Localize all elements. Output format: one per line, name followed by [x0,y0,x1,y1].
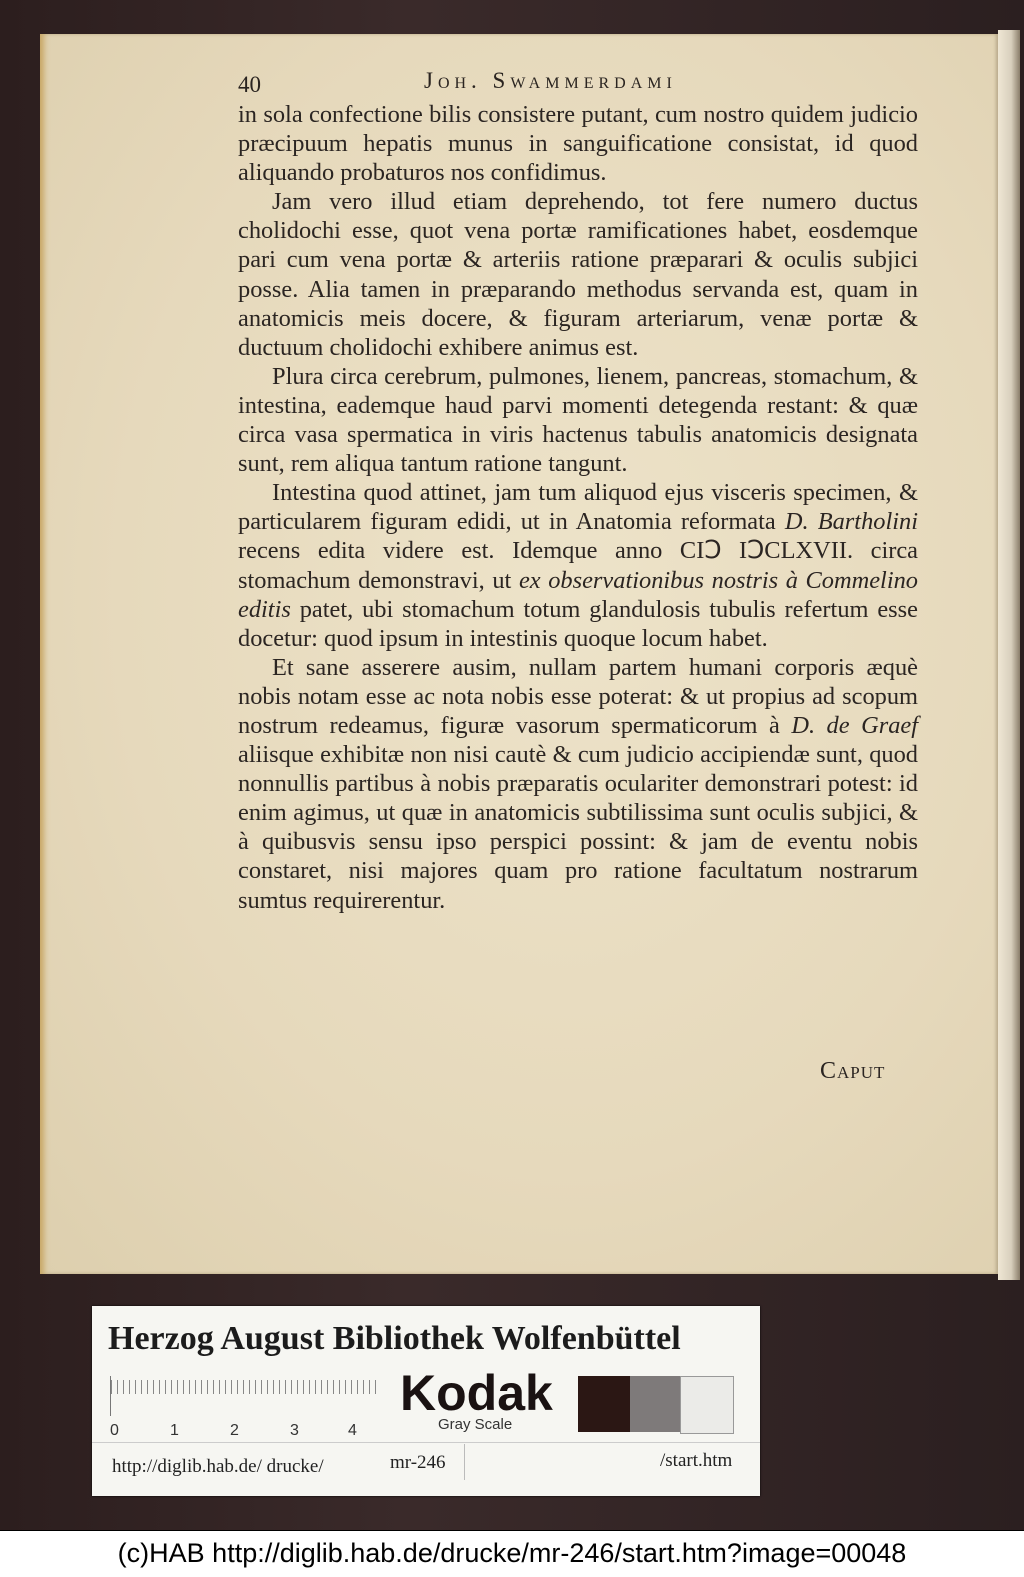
body-text [238,100,918,915]
library-card [92,1306,760,1496]
divider [464,1444,465,1480]
ruler [110,1376,377,1416]
ruler-label: 0 [110,1422,119,1439]
text-run: Intestina quod attinet, jam tum aliquod ejus visceris specimen, & particularem figuram edidi, ut in Anatomia reformata [238,479,918,536]
caption-bar [0,1530,1024,1577]
paragraph [238,187,918,362]
page-number: 40 [238,72,261,97]
url-part-1: http://diglib.hab.de/ drucke/ [112,1456,324,1477]
italic-text: D. de Graef [791,711,918,739]
text-run: recens edita videre est. Idemque anno CIↃ IↃCLXVII. circa stomachum demonstravi, ut [238,537,918,594]
ruler-label: 2 [230,1422,239,1439]
text-run: in sola confectione bilis consistere putant, cum nostro quidem judicio præcipuum hepatis munus in sanguificatione consistat, id quod aliquando probaturos nos confidimus. [238,101,918,187]
page-edge [998,30,1020,1280]
paragraph [238,362,918,478]
ruler-label: 4 [348,1422,357,1439]
ruler-label: 3 [290,1422,299,1439]
catchword: Caput [820,1058,886,1084]
text-run: Et sane asserere ausim, nullam partem humani corporis æquè nobis notam esse ac nota nobis esse poterat: & ut propius ad scopum nostrum redeamus, figuræ vasorum spermaticorum à [238,653,918,739]
paragraph [238,653,918,915]
gray-swatch-mid [630,1376,682,1432]
running-title: Joh. Swammerdami [424,68,677,93]
url-part-3: /start.htm [660,1450,733,1471]
caption-text: (c)HAB http://diglib.hab.de/drucke/mr-246/start.htm?image=00048 [117,1538,907,1568]
url-part-2: mr-246 [390,1452,446,1473]
gray-scale-label: Gray Scale [438,1416,513,1433]
text-run: Plura circa cerebrum, pulmones, lienem, pancreas, stomachum, & intestina, eademque haud parvi momenti detegenda restant: & quæ circa vasa spermatica in viris hactenus tabulis anatomicis designata sunt, rem aliqua tantum ratione tangunt. [238,362,918,478]
italic-text: ex observationibus nostris à Commelino editis [238,566,918,623]
italic-text: D. Bartholini [784,508,918,536]
library-name: Herzog August Bibliothek Wolfenbüttel [108,1320,681,1357]
kodak-logo: Kodak [400,1365,553,1421]
text-run: aliisque exhibitæ non nisi cautè & cum judicio accipiendæ sunt, quod nonnullis partibus à nobis præparatis oculariter demonstrari potest: id enim agimus, ut quæ in anatomicis subtilissima sunt oculis subjici, & à quibusvis sensu ipso perspici possint: & jam de eventu nobis constaret, nisi majores quam pro ratione facultatum nostrarum sumtus requirerentur. [238,741,918,914]
text-run: patet, ubi stomachum totum glandulosis tubulis refertum esse docetur: quod ipsum in intestinis quoque locum habet. [238,595,918,652]
gray-swatch-light [680,1376,734,1434]
text-run: Jam vero illud etiam deprehendo, tot fere numero ductus cholidochi esse, quot vena portæ ramificationes habet, eosdemque pari cum vena portæ & arteriis ratione præparari & oculis subjici posse. Alia tamen in præparando methodus servanda est, quam in anatomicis meis docere, & figuram arteriarum, venæ portæ & ductuum cholidochi exhibere animus est. [238,188,918,361]
ruler-label: 1 [170,1422,179,1439]
paragraph [238,100,918,187]
gray-swatch-dark [578,1376,630,1432]
running-head [238,68,758,102]
paragraph [238,478,918,653]
